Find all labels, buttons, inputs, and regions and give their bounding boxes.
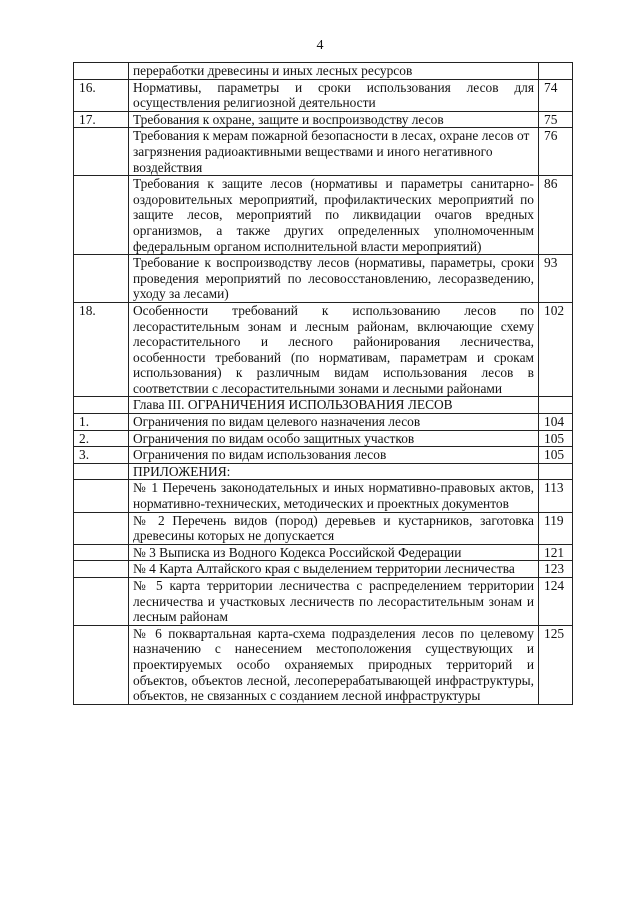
row-text: № 5 карта территории лесничества с распределением территории лесничества и участковых лесничеств по лесорастительным зонам и лесным районам	[129, 578, 539, 626]
row-page: 124	[539, 578, 573, 626]
row-number	[74, 128, 129, 176]
row-number	[74, 255, 129, 303]
row-page: 123	[539, 561, 573, 578]
row-number	[74, 63, 129, 80]
row-text: № 6 поквартальная карта-схема подразделения лесов по целевому назначению с нанесением местоположения существующих и проектируемых особо охраняемых природных территорий и объектов, объектов лесной, лесоперерабатывающей инфраструктуры, объектов, не связанных с созданием лесной инфраструктуры	[129, 625, 539, 704]
row-number	[74, 578, 129, 626]
row-page: 105	[539, 430, 573, 447]
row-text: Требования к охране, защите и воспроизводству лесов	[129, 111, 539, 128]
row-page: 86	[539, 176, 573, 255]
table-row	[74, 512, 573, 544]
row-text: Ограничения по видам целевого назначения лесов	[129, 414, 539, 431]
row-page: 105	[539, 447, 573, 464]
row-number: 16.	[74, 79, 129, 111]
table-row	[74, 463, 573, 480]
row-text: Ограничения по видам особо защитных участков	[129, 430, 539, 447]
row-text: Требования к защите лесов (нормативы и параметры санитарно-оздоровительных мероприятий, профилактических мероприятий по защите лесов, мероприятий по ликвидации очагов вредных организмов, а также других определенных уполномоченным федеральным органом исполнительной власти мероприятий)	[129, 176, 539, 255]
row-number: 18.	[74, 302, 129, 397]
table-row	[74, 447, 573, 464]
page-number: 4	[316, 38, 324, 53]
appendices-heading: ПРИЛОЖЕНИЯ:	[129, 463, 539, 480]
row-number	[74, 512, 129, 544]
row-page: 113	[539, 480, 573, 512]
row-text: № 3 Выписка из Водного Кодекса Российской Федерации	[129, 544, 539, 561]
table-row	[74, 255, 573, 303]
row-text: № 4 Карта Алтайского края с выделением территории лесничества	[129, 561, 539, 578]
row-number	[74, 463, 129, 480]
table-row	[74, 397, 573, 414]
table-row	[74, 128, 573, 176]
row-page	[539, 463, 573, 480]
table-row	[74, 430, 573, 447]
table-row	[74, 625, 573, 704]
row-text: № 2 Перечень видов (пород) деревьев и кустарников, заготовка древесины которых не допускается	[129, 512, 539, 544]
table-row	[74, 79, 573, 111]
table-row	[74, 302, 573, 397]
table-row	[74, 111, 573, 128]
row-page: 119	[539, 512, 573, 544]
row-text: № 1 Перечень законодательных и иных нормативно-правовых актов, нормативно-технических, методических и проектных документов	[129, 480, 539, 512]
row-number: 2.	[74, 430, 129, 447]
table-row	[74, 63, 573, 80]
row-page: 76	[539, 128, 573, 176]
row-number	[74, 544, 129, 561]
row-number	[74, 480, 129, 512]
row-page: 121	[539, 544, 573, 561]
row-text: Требование к воспроизводству лесов (нормативы, параметры, сроки проведения мероприятий по лесовосстановлению, лесоразведению, уходу за лесами)	[129, 255, 539, 303]
chapter-heading: Глава III. ОГРАНИЧЕНИЯ ИСПОЛЬЗОВАНИЯ ЛЕСОВ	[129, 397, 539, 414]
table-row	[74, 578, 573, 626]
row-page: 125	[539, 625, 573, 704]
table-of-contents	[73, 62, 573, 705]
row-text: Требования к мерам пожарной безопасности в лесах, охране лесов от загрязнения радиоактивными веществами и иного негативного воздействия	[129, 128, 539, 176]
row-page: 75	[539, 111, 573, 128]
row-page: 74	[539, 79, 573, 111]
row-number	[74, 397, 129, 414]
row-text: Нормативы, параметры и сроки использования лесов для осуществления религиозной деятельности	[129, 79, 539, 111]
row-number	[74, 176, 129, 255]
table-row	[74, 544, 573, 561]
row-number: 17.	[74, 111, 129, 128]
row-page: 102	[539, 302, 573, 397]
row-page: 93	[539, 255, 573, 303]
table-row	[74, 561, 573, 578]
row-page: 104	[539, 414, 573, 431]
row-number: 1.	[74, 414, 129, 431]
table-row	[74, 480, 573, 512]
table-row	[74, 414, 573, 431]
row-number	[74, 561, 129, 578]
row-page	[539, 397, 573, 414]
table-row	[74, 176, 573, 255]
row-text: переработки древесины и иных лесных ресурсов	[129, 63, 539, 80]
row-text: Ограничения по видам использования лесов	[129, 447, 539, 464]
row-page	[539, 63, 573, 80]
row-text: Особенности требований к использованию лесов по лесорастительным зонам и лесным районам, включающие схему лесорастительного и лесного районирования лесничества, особенности требований (по нормативам, параметрам и срокам использования) к различным видам использования лесов в соответствии с лесорастительными зонами и лесными районами	[129, 302, 539, 397]
row-number	[74, 625, 129, 704]
row-number: 3.	[74, 447, 129, 464]
